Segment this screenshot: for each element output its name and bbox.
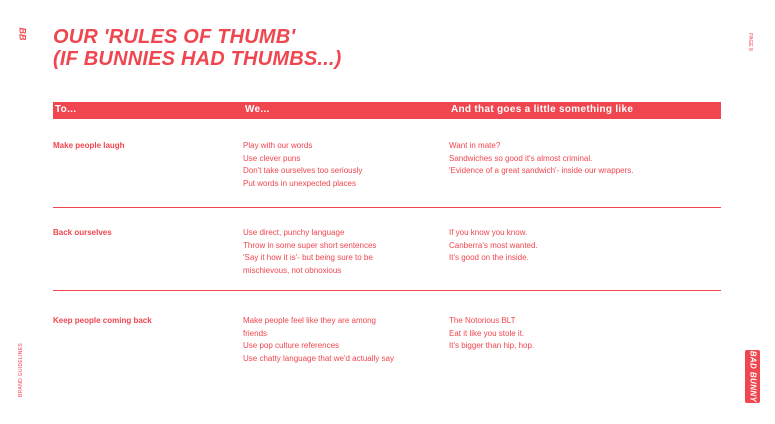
table-header <box>53 102 721 119</box>
row-divider <box>53 290 721 291</box>
row-1-label: Make people laugh <box>53 141 125 150</box>
side-guidelines-label <box>13 335 29 405</box>
list-item: Use direct, punchy language <box>243 228 345 237</box>
list-item: Eat it like you stole it. <box>449 328 525 338</box>
list-item: Make people feel like they are among <box>243 316 376 325</box>
guidelines-text: BRAND GUIDELINES <box>18 343 25 397</box>
row-1-we <box>243 140 443 190</box>
row-3-like <box>449 315 719 353</box>
title-line-2: (IF BUNNIES HAD THUMBS...) <box>53 48 342 70</box>
list-item: Throw in some super short sentences <box>243 240 377 250</box>
row-3-label: Keep people coming back <box>53 316 152 325</box>
list-item: Don't take ourselves too seriously <box>243 166 363 175</box>
row-3-we <box>243 315 443 365</box>
list-item: Want in mate? <box>449 141 501 150</box>
list-item: Canberra's most wanted. <box>449 240 538 250</box>
row-2-like <box>449 227 719 265</box>
list-item: Put words in unexpected places <box>243 178 356 188</box>
list-item: Play with our words <box>243 141 313 150</box>
brand-badge <box>745 350 760 403</box>
title-line-1: OUR 'RULES OF THUMB' <box>53 26 296 48</box>
brand-badge-text: BAD BUNNY <box>748 350 758 403</box>
page-title <box>53 26 342 70</box>
list-item: Sandwiches so good it's almost criminal. <box>449 153 593 163</box>
header-like: And that goes a little something like <box>451 104 634 115</box>
list-item: If you know you know. <box>449 228 528 237</box>
list-item: Use chatty language that we'd actually say <box>243 353 394 363</box>
header-to: To... <box>55 104 77 115</box>
list-item: Use pop culture references <box>243 341 340 350</box>
page-number-label <box>745 30 755 54</box>
row-2-we <box>243 227 443 277</box>
row-1-like <box>449 140 719 178</box>
list-item: 'Say it how it is'- but being sure to be <box>243 253 373 262</box>
row-2-label: Back ourselves <box>53 228 112 237</box>
page-number-text: PAGE 8 <box>747 33 754 51</box>
header-we: We... <box>245 104 270 115</box>
list-item: It's bigger than hip, hop. <box>449 341 535 350</box>
list-item: The Notorious BLT <box>449 316 516 325</box>
row-divider <box>53 207 721 208</box>
list-item: Use clever puns <box>243 153 301 163</box>
list-item: friends <box>243 328 268 338</box>
side-logo-mark <box>16 24 28 44</box>
side-logo-text: BB <box>17 27 27 41</box>
list-item: It's good on the inside. <box>449 253 529 262</box>
list-item: 'Evidence of a great sandwich'- inside our wrappers. <box>449 166 634 175</box>
list-item: mischievous, not obnoxious <box>243 265 342 275</box>
